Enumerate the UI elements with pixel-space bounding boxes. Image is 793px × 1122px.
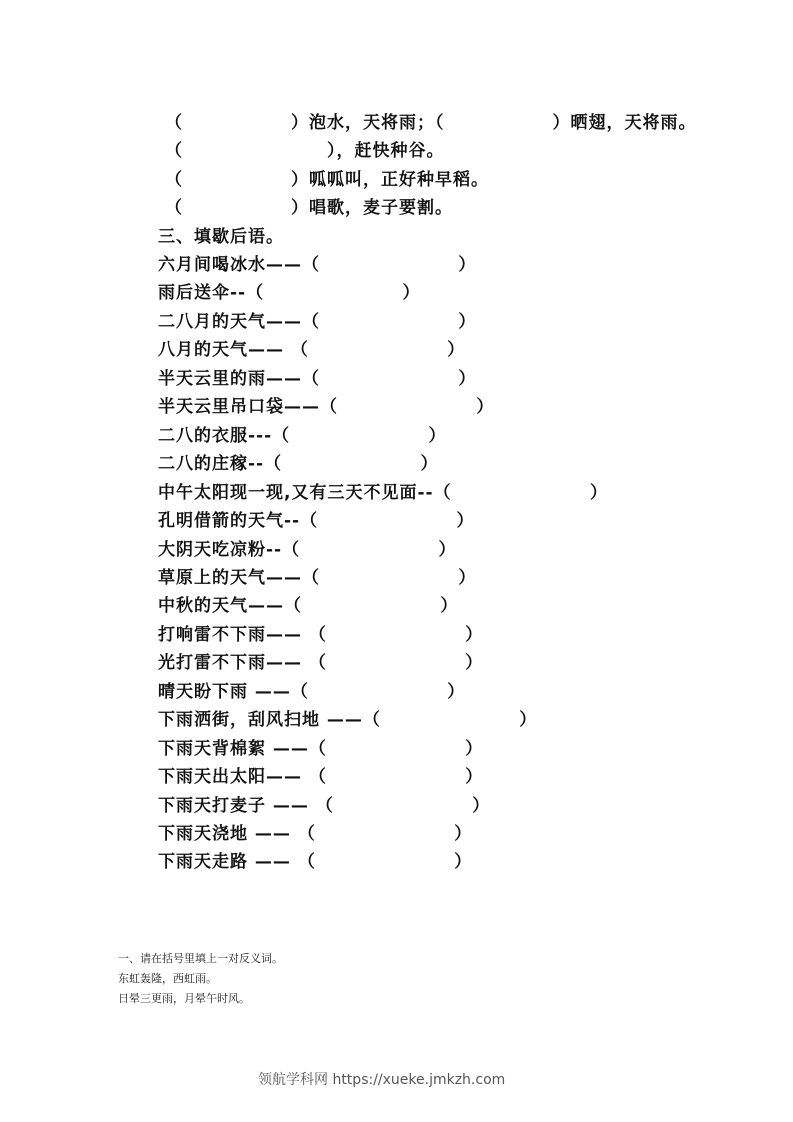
xiehouyu-item: 大阴天吃凉粉--（ ）	[158, 539, 457, 560]
fill-line	[165, 198, 453, 218]
xiehouyu-item: 下雨天打麦子 —— （ ）	[158, 795, 491, 816]
xiehouyu-item: 下雨天背棉絮 ——（ ）	[158, 738, 484, 759]
fill-line-text: （ ）呱呱叫，正好种早稻。	[165, 170, 489, 190]
fill-line-text: （ ）唱歌，麦子要割。	[165, 198, 453, 218]
fill-line	[165, 113, 697, 133]
xiehouyu-item: 晴天盼下雨 ——（ ）	[158, 681, 466, 702]
xiehouyu-item: 下雨天走路 —— （ ）	[158, 852, 473, 873]
xiehouyu-item: 八月的天气—— （ ）	[158, 340, 466, 361]
xiehouyu-item: 二八月的天气——（ ）	[158, 311, 477, 332]
xiehouyu-item: 中秋的天气——（ ）	[158, 596, 459, 617]
fill-line-text: （ ），赶快种谷。	[165, 141, 445, 161]
xiehouyu-item: 雨后送伞--（ ）	[158, 283, 421, 304]
xiehouyu-item: 光打雷不下雨—— （ ）	[158, 653, 484, 674]
xiehouyu-item: 下雨洒街，刮风扫地 ——（ ）	[158, 710, 538, 731]
footer-watermark: 领航学科网 https://xueke.jmkzh.com	[258, 1072, 506, 1088]
xiehouyu-item: 二八的庄稼--（ ）	[158, 454, 439, 475]
fill-line	[165, 170, 489, 190]
xiehouyu-item: 中午太阳现一现,又有三天不见面--（ ）	[158, 482, 608, 503]
xiehouyu-item: 二八的衣服---（ ）	[158, 425, 447, 446]
section3-heading: 三、填歇后语。	[158, 227, 284, 247]
xiehouyu-item: 半天云里吊口袋——（ ）	[158, 397, 495, 418]
note-line: 日晕三更雨，月晕午时风。	[118, 992, 250, 1005]
note-line: 一、请在括号里填上一对反义词。	[118, 952, 283, 965]
xiehouyu-item: 打响雷不下雨—— （ ）	[158, 624, 484, 645]
note-line: 东虹轰隆，西虹雨。	[118, 972, 217, 985]
xiehouyu-item: 孔明借箭的天气--（ ）	[158, 511, 475, 532]
fill-line-text: （ ）泡水，天将雨；（ ）晒翅，天将雨。	[165, 113, 697, 133]
xiehouyu-item: 下雨天浇地 —— （ ）	[158, 824, 473, 844]
xiehouyu-item: 半天云里的雨——（ ）	[158, 368, 477, 389]
fill-line	[165, 141, 445, 161]
xiehouyu-item: 六月间喝冰水——（ ）	[158, 255, 477, 275]
xiehouyu-item: 草原上的天气——（ ）	[158, 568, 477, 588]
xiehouyu-item: 下雨天出太阳—— （ ）	[158, 767, 484, 788]
